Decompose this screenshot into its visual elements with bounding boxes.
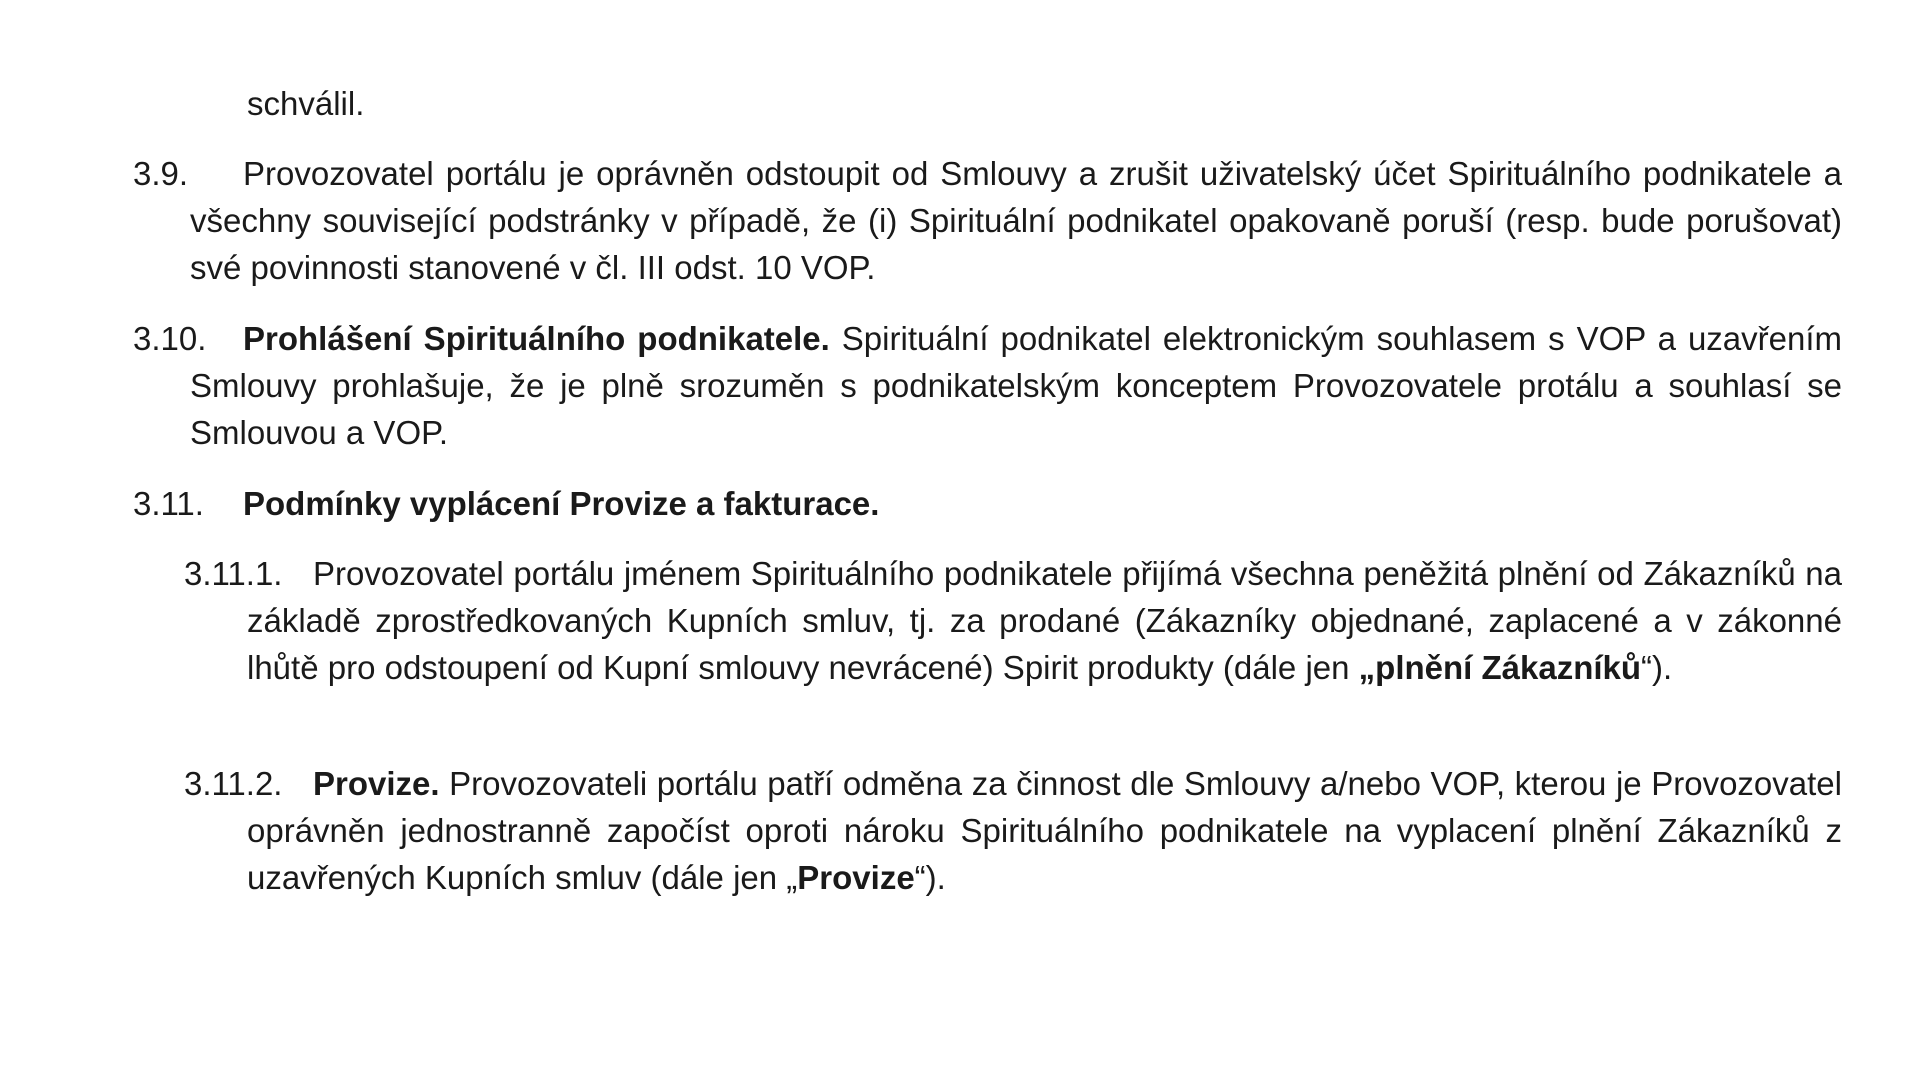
clause-number: 3.11.2. [184, 765, 283, 802]
clause-number: 3.10. [133, 320, 207, 357]
quote-close: “). [1641, 649, 1673, 686]
defined-term: Provize [797, 859, 915, 896]
clause-number: 3.9. [133, 155, 189, 192]
clause-text: Provozovatel portálu jménem Spirituálního podnikatele přijímá všechna peněžitá plnění od Zákazníků na základě zprostředkovaných Kupních smluv, tj. za prodané (Zákazníky objednané, zaplacené a v zákonné lhůtě pro odstoupení od Kupní smlouvy nevrácené) Spirit produkty (dále jen [247, 555, 1842, 686]
clause-3-10 [133, 315, 1842, 456]
clause-heading: Podmínky vyplácení Provize a fakturace. [243, 485, 880, 522]
continuation-text: schválil. [247, 85, 365, 122]
clause-3-11-1 [184, 550, 1842, 691]
clause-number: 3.11. [133, 485, 204, 522]
clause-heading: Provize. [313, 765, 440, 802]
clause-number: 3.11.1. [184, 555, 283, 592]
clause-heading: Prohlášení Spirituálního podnikatele. [243, 320, 830, 357]
quote-open: „ [1358, 649, 1376, 686]
quote-open: „ [786, 859, 798, 896]
clause-3-11 [133, 480, 1842, 527]
clause-3-9 [133, 150, 1842, 291]
quote-close: “). [914, 859, 946, 896]
defined-term: plnění Zákazníků [1375, 649, 1642, 686]
clause-text: Provozovateli portálu patří odměna za činnost dle Smlouvy a/nebo VOP, kterou je Provozovatel oprávněn jednostranně započíst oproti nároku Spirituálního podnikatele na vyplacení plnění Zákazníků z uzavřených Kupních smluv (dále jen [247, 765, 1842, 896]
clause-3-11-2 [184, 760, 1842, 901]
clause-text: Provozovatel portálu je oprávněn odstoupit od Smlouvy a zrušit uživatelský účet Spirituálního podnikatele a všechny související podstránky v případě, že (i) Spirituální podnikatel opakovaně poruší (resp. bude porušovat) své povinnosti stanovené v čl. III odst. 10 VOP. [190, 155, 1842, 286]
clause-text: Spirituální podnikatel elektronickým souhlasem s VOP a uzavřením Smlouvy prohlašuje, že je plně srozuměn s podnikatelským konceptem Provozovatele protálu a souhlasí se Smlouvou a VOP. [190, 320, 1842, 451]
